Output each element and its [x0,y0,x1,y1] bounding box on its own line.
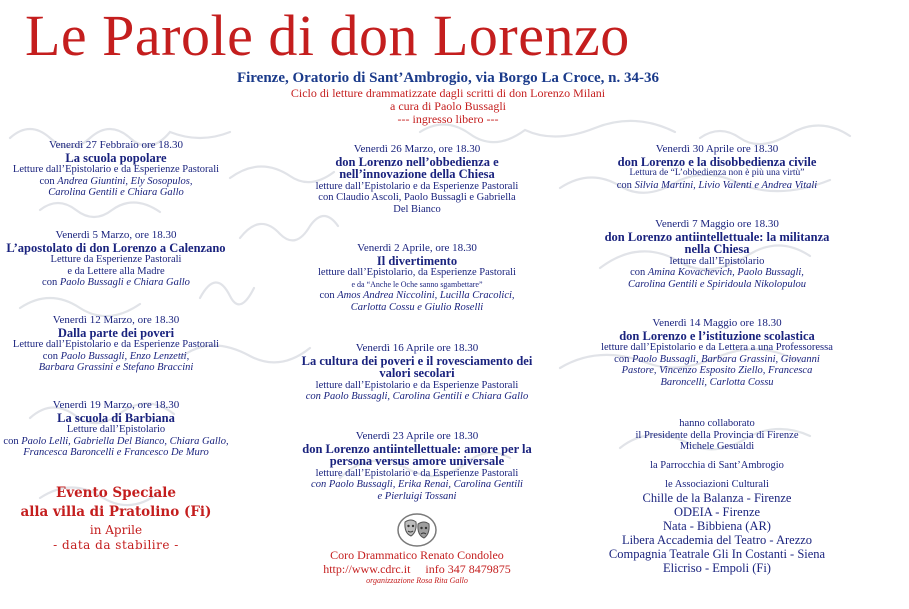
event-people [594,354,840,366]
event-people [0,277,232,289]
event-date: Venerdì 30 Aprile ore 18.30 [655,143,779,155]
event-desc: letture dall’Epistolario, da Esperienze Pastorali [318,267,516,278]
event-desc: Letture dall’Epistolario e da Esperienze Pastorali [12,164,220,175]
event-item [292,431,542,502]
event-date: Venerdì 26 Marzo, ore 18.30 [353,143,481,155]
people-prefix: con [616,179,635,191]
association-item: ODEIA - Firenze [673,504,761,519]
event-title: Dalla parte dei poveri [57,325,175,340]
people-prefix: con [42,350,61,362]
people-names: Amina Kovachevich, Paolo Bussagli, [647,267,804,278]
event-date: Venerdì 7 Maggio ore 18.30 [655,218,779,230]
people-names: Baroncelli, Carlotta Cossu [660,376,774,388]
event-date: Venerdì 14 Maggio ore 18.30 [652,317,782,329]
event-people: con Paolo Bussagli, Carolina Gentili e Chiara Gallo [305,391,529,402]
people-prefix: con [319,290,338,301]
event-people [0,351,232,363]
organizer-info [292,548,542,585]
event-title: don Lorenzo e la disobbedienza civile [617,154,817,169]
people-prefix: con [3,435,22,447]
event-people [594,180,840,192]
association-item: Elicriso - Empoli (Fi) [663,560,771,575]
people-names: Paolo Bussagli e Chiara Gallo [59,277,190,288]
association-item: Nata - Bibbiena (AR) [663,518,771,533]
event-title: L’apostolato di don Lorenzo a Calenzano [6,240,226,255]
event-desc: e da Lettere alla Madre [67,265,165,277]
event-item [292,243,542,313]
people-names: Paolo Lelli, Gabriella Del Bianco, Chiara Gallo, [21,435,229,447]
special-event-date: - data da stabilire - [53,538,179,552]
event-desc: Letture da Esperienze Pastorali [50,254,182,265]
parish-line: la Parrocchia di Sant’Ambrogio [650,459,784,471]
people-names: Silvia Martini, Livio Valenti e Andrea Vitali [634,179,818,191]
collab-line: il Presidente della Provincia di Firenze [635,429,799,441]
event-people: con Paolo Bussagli, Erika Renai, Carolina Gentili [311,479,523,490]
people-names: Carlotta Cossu e Giulio Roselli [350,301,484,313]
people-prefix: con [42,277,60,288]
collab-heading: hanno collaborato [679,418,755,429]
special-event-location: alla villa di Pratolino (Fi) [20,504,212,520]
event-people [0,176,232,188]
event-item [594,318,840,388]
event-desc: letture dall’Epistolario e da Lettera a una Professoressa [601,342,833,353]
event-desc: letture dall’Epistolario [669,255,765,267]
event-date: Venerdì 5 Marzo, ore 18.30 [55,229,177,241]
special-event [0,484,232,553]
organizer-contact[interactable]: http://www.cdrc.it info 347 8479875 [323,562,511,576]
event-title: don Lorenzo nell’obbedienza e nell’innovazione della Chiesa [335,154,499,181]
event-desc: Letture dall’Epistolario [66,424,166,435]
event-title: La scuola popolare [65,150,167,165]
people-names: Francesca Baroncelli e Francesco De Muro [23,447,209,458]
people-names: Barbara Grassini e Stefano Braccini [38,362,194,373]
special-event-label: Evento Speciale [55,485,177,501]
event-title: Il divertimento [376,253,458,268]
event-item [0,230,232,289]
event-desc: Lettura de “L’obbedienza non è più una virtù” [629,168,805,178]
people-prefix: con [630,267,648,278]
organizer-name: Coro Drammatico Renato Condoleo [330,548,504,562]
event-date: Venerdì 27 Febbraio ore 18.30 [48,139,184,151]
people-names: Carolina Gentili e Chiara Gallo [48,187,184,198]
people-prefix: con [614,353,632,365]
event-date: Venerdì 12 Marzo, ore 18.30 [52,314,180,326]
association-item: Libera Accademia del Teatro - Arezzo [621,532,813,547]
collab-line: Michele Gesualdi [679,441,755,452]
people-names: e Pierluigi Tossani [377,490,457,502]
people-names: Paolo Bussagli, Barbara Grassini, Giovanni [631,353,820,365]
event-item [0,140,232,199]
event-people [292,290,542,302]
event-title: don Lorenzo e l’istituzione scolastica [619,328,815,343]
event-date: Venerdì 16 Aprile ore 18.30 [355,342,479,354]
event-desc: e da “Anche le Oche sanno sgambettare” [351,279,483,289]
event-title: don Lorenzo antiintellettuale: la militanza nella Chiesa [604,229,830,256]
event-item [0,400,232,459]
collaborators [594,418,840,575]
event-date: Venerdì 23 Aprile ore 18.30 [355,430,479,442]
people-names: Carolina Gentili e Spiridoula Nikolopulou [627,278,807,290]
people-prefix: con [39,175,58,187]
people-names: Pastore, Vincenzo Esposito Ziello, Francesca [621,365,813,376]
associations-heading: le Associazioni Culturali [665,479,769,490]
event-desc: letture dall’Epistolario e da Esperienze Pastorali [315,180,519,192]
event-item [292,144,542,215]
people-names: Amos Andrea Niccolini, Lucilla Cracolici, [337,290,515,301]
cycle-description: Ciclo di letture drammatizzate dagli scritti di don Lorenzo Milani [290,86,606,100]
event-people [0,436,232,448]
event-date: Venerdì 2 Aprile, ore 18.30 [357,242,477,254]
event-desc: letture dall’Epistolario e da Esperienze Pastorali [315,467,519,479]
association-item: Chille de la Balanza - Firenze [642,490,792,505]
page-title: Le Parole di don Lorenzo [25,3,630,68]
event-title: La cultura dei poveri e il rovesciamento dei valori secolari [301,353,533,380]
event-desc: letture dall’Epistolario e da Esperienze Pastorali [315,379,519,391]
event-people [594,267,840,279]
people-names: con Claudio Ascoli, Paolo Bussagli e Gabriella [318,192,516,203]
event-item [0,315,232,374]
event-item [594,144,840,191]
venue-line: Firenze, Oratorio di Sant’Ambrogio, via Borgo La Croce, n. 34-36 [236,70,660,86]
event-title: La scuola di Barbiana [57,410,175,425]
free-entry-line: --- ingresso libero --- [397,112,499,126]
theatre-masks-logo [396,512,438,548]
event-item [594,219,840,290]
people-names: Paolo Bussagli, Enzo Lenzetti, [60,350,190,362]
event-desc: Letture dall’Epistolario e da Esperienze Pastorali [12,339,220,350]
event-title: don Lorenzo antiintellettuale: amore per la persona versus amore universale [302,441,532,468]
event-item [292,343,542,403]
special-event-month: in Aprile [89,523,143,537]
association-item: Compagnia Teatrale Gli In Costanti - Siena [608,546,826,561]
event-date: Venerdì 19 Marzo, ore 18.30 [52,399,180,411]
cycle-info [168,87,728,126]
event-people [292,192,542,204]
people-names: Del Bianco [393,203,441,215]
organization-credit: organizzazione Rosa Rita Gallo [366,576,468,585]
people-names: Andrea Giuntini, Ely Sosopulos, [57,175,193,187]
curator-line: a cura di Paolo Bussagli [390,99,506,113]
